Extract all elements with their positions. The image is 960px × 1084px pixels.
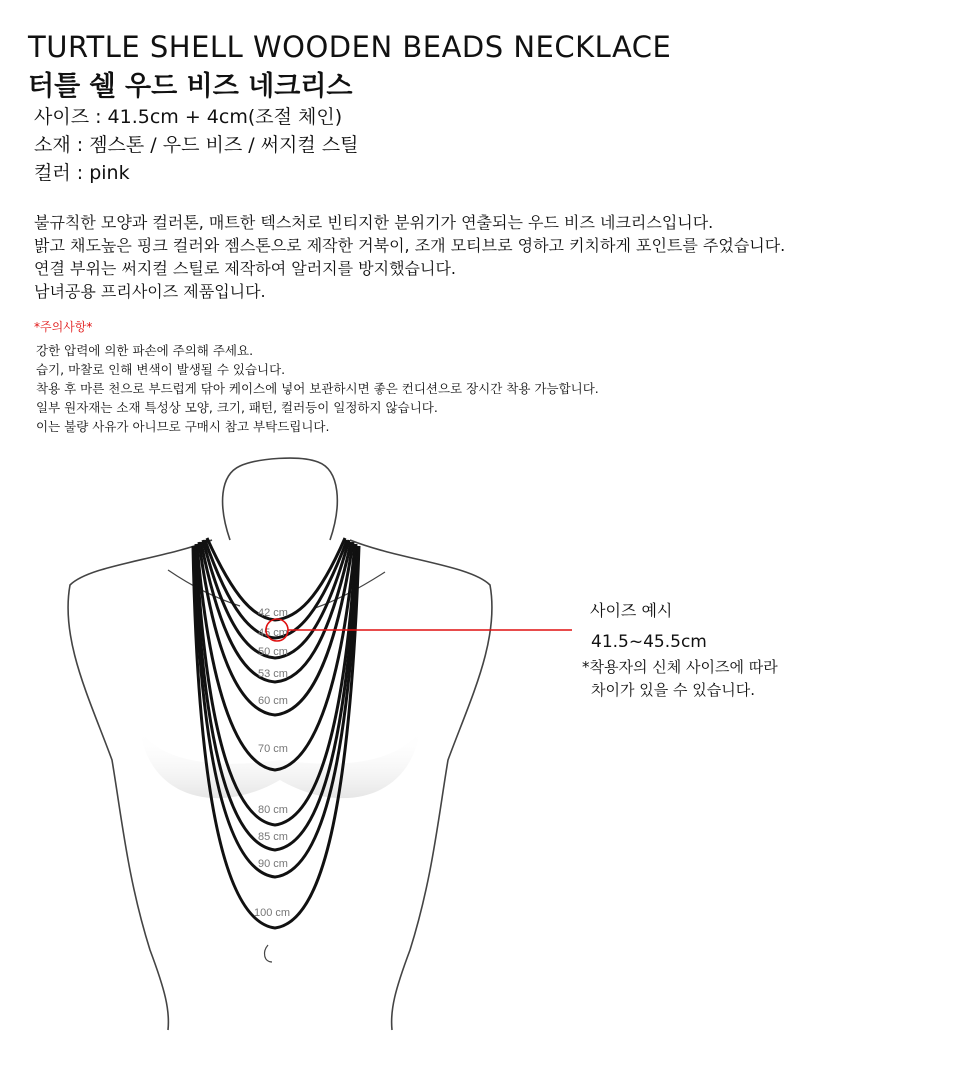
- length-label: 42 cm: [258, 607, 288, 619]
- size-highlight: [266, 619, 572, 641]
- caution-line: 습기, 마찰로 인해 변색이 발생될 수 있습니다.: [36, 362, 286, 377]
- length-label: 90 cm: [258, 858, 288, 870]
- product-title-en: TURTLE SHELL WOODEN BEADS NECKLACE: [28, 30, 672, 64]
- caution-line: 강한 압력에 의한 파손에 주의해 주세요.: [36, 343, 254, 358]
- size-note-line: 차이가 있을 수 있습니다.: [591, 681, 755, 699]
- description-line: 불규칙한 모양과 컬러톤, 매트한 텍스처로 빈티지한 분위기가 연출되는 우드 비즈 네크리스입니다.: [34, 213, 714, 232]
- product-title-ko: 터틀 쉘 우드 비즈 네크리스: [28, 71, 353, 102]
- caution-line: 착용 후 마른 천으로 부드럽게 닦아 케이스에 넣어 보관하시면 좋은 컨디션으로 장시간 착용 가능합니다.: [36, 381, 599, 396]
- caution-line: 일부 원자재는 소재 특성상 모양, 크기, 패턴, 컬러등이 일정하지 않습니다.: [36, 400, 438, 415]
- length-label: 80 cm: [258, 804, 288, 816]
- spec-color: 컬러 : pink: [34, 162, 130, 184]
- size-example-range: 41.5~45.5cm: [591, 632, 707, 652]
- caution-title: *주의사항*: [34, 320, 93, 334]
- strand-45: [205, 540, 347, 638]
- length-label: 85 cm: [258, 831, 288, 843]
- spec-material: 소재 : 젬스톤 / 우드 비즈 / 써지컬 스틸: [34, 134, 359, 156]
- caution-line: 이는 불량 사유가 아니므로 구매시 참고 부탁드립니다.: [36, 419, 330, 434]
- size-example-note: [582, 656, 778, 702]
- chest-shading: [140, 730, 420, 798]
- size-example-label: 사이즈 예시: [590, 601, 673, 620]
- description-line: 남녀공용 프리사이즈 제품입니다.: [34, 282, 266, 301]
- length-label: 53 cm: [258, 668, 288, 680]
- length-label: 60 cm: [258, 695, 288, 707]
- length-label: 100 cm: [254, 907, 291, 919]
- length-label: 50 cm: [258, 646, 288, 658]
- spec-size: 사이즈 : 41.5cm + 4cm(조절 체인): [34, 106, 343, 128]
- length-label: 70 cm: [258, 743, 288, 755]
- description-line: 연결 부위는 써지컬 스틸로 제작하여 알러지를 방지했습니다.: [34, 259, 457, 278]
- size-note-line: *착용자의 신체 사이즈에 따라: [582, 658, 778, 676]
- length-label: 45 cm: [258, 627, 288, 639]
- description-line: 밝고 채도높은 핑크 컬러와 젬스톤으로 제작한 거북이, 조개 모티브로 영하고 키치하게 포인트를 주었습니다.: [34, 236, 786, 255]
